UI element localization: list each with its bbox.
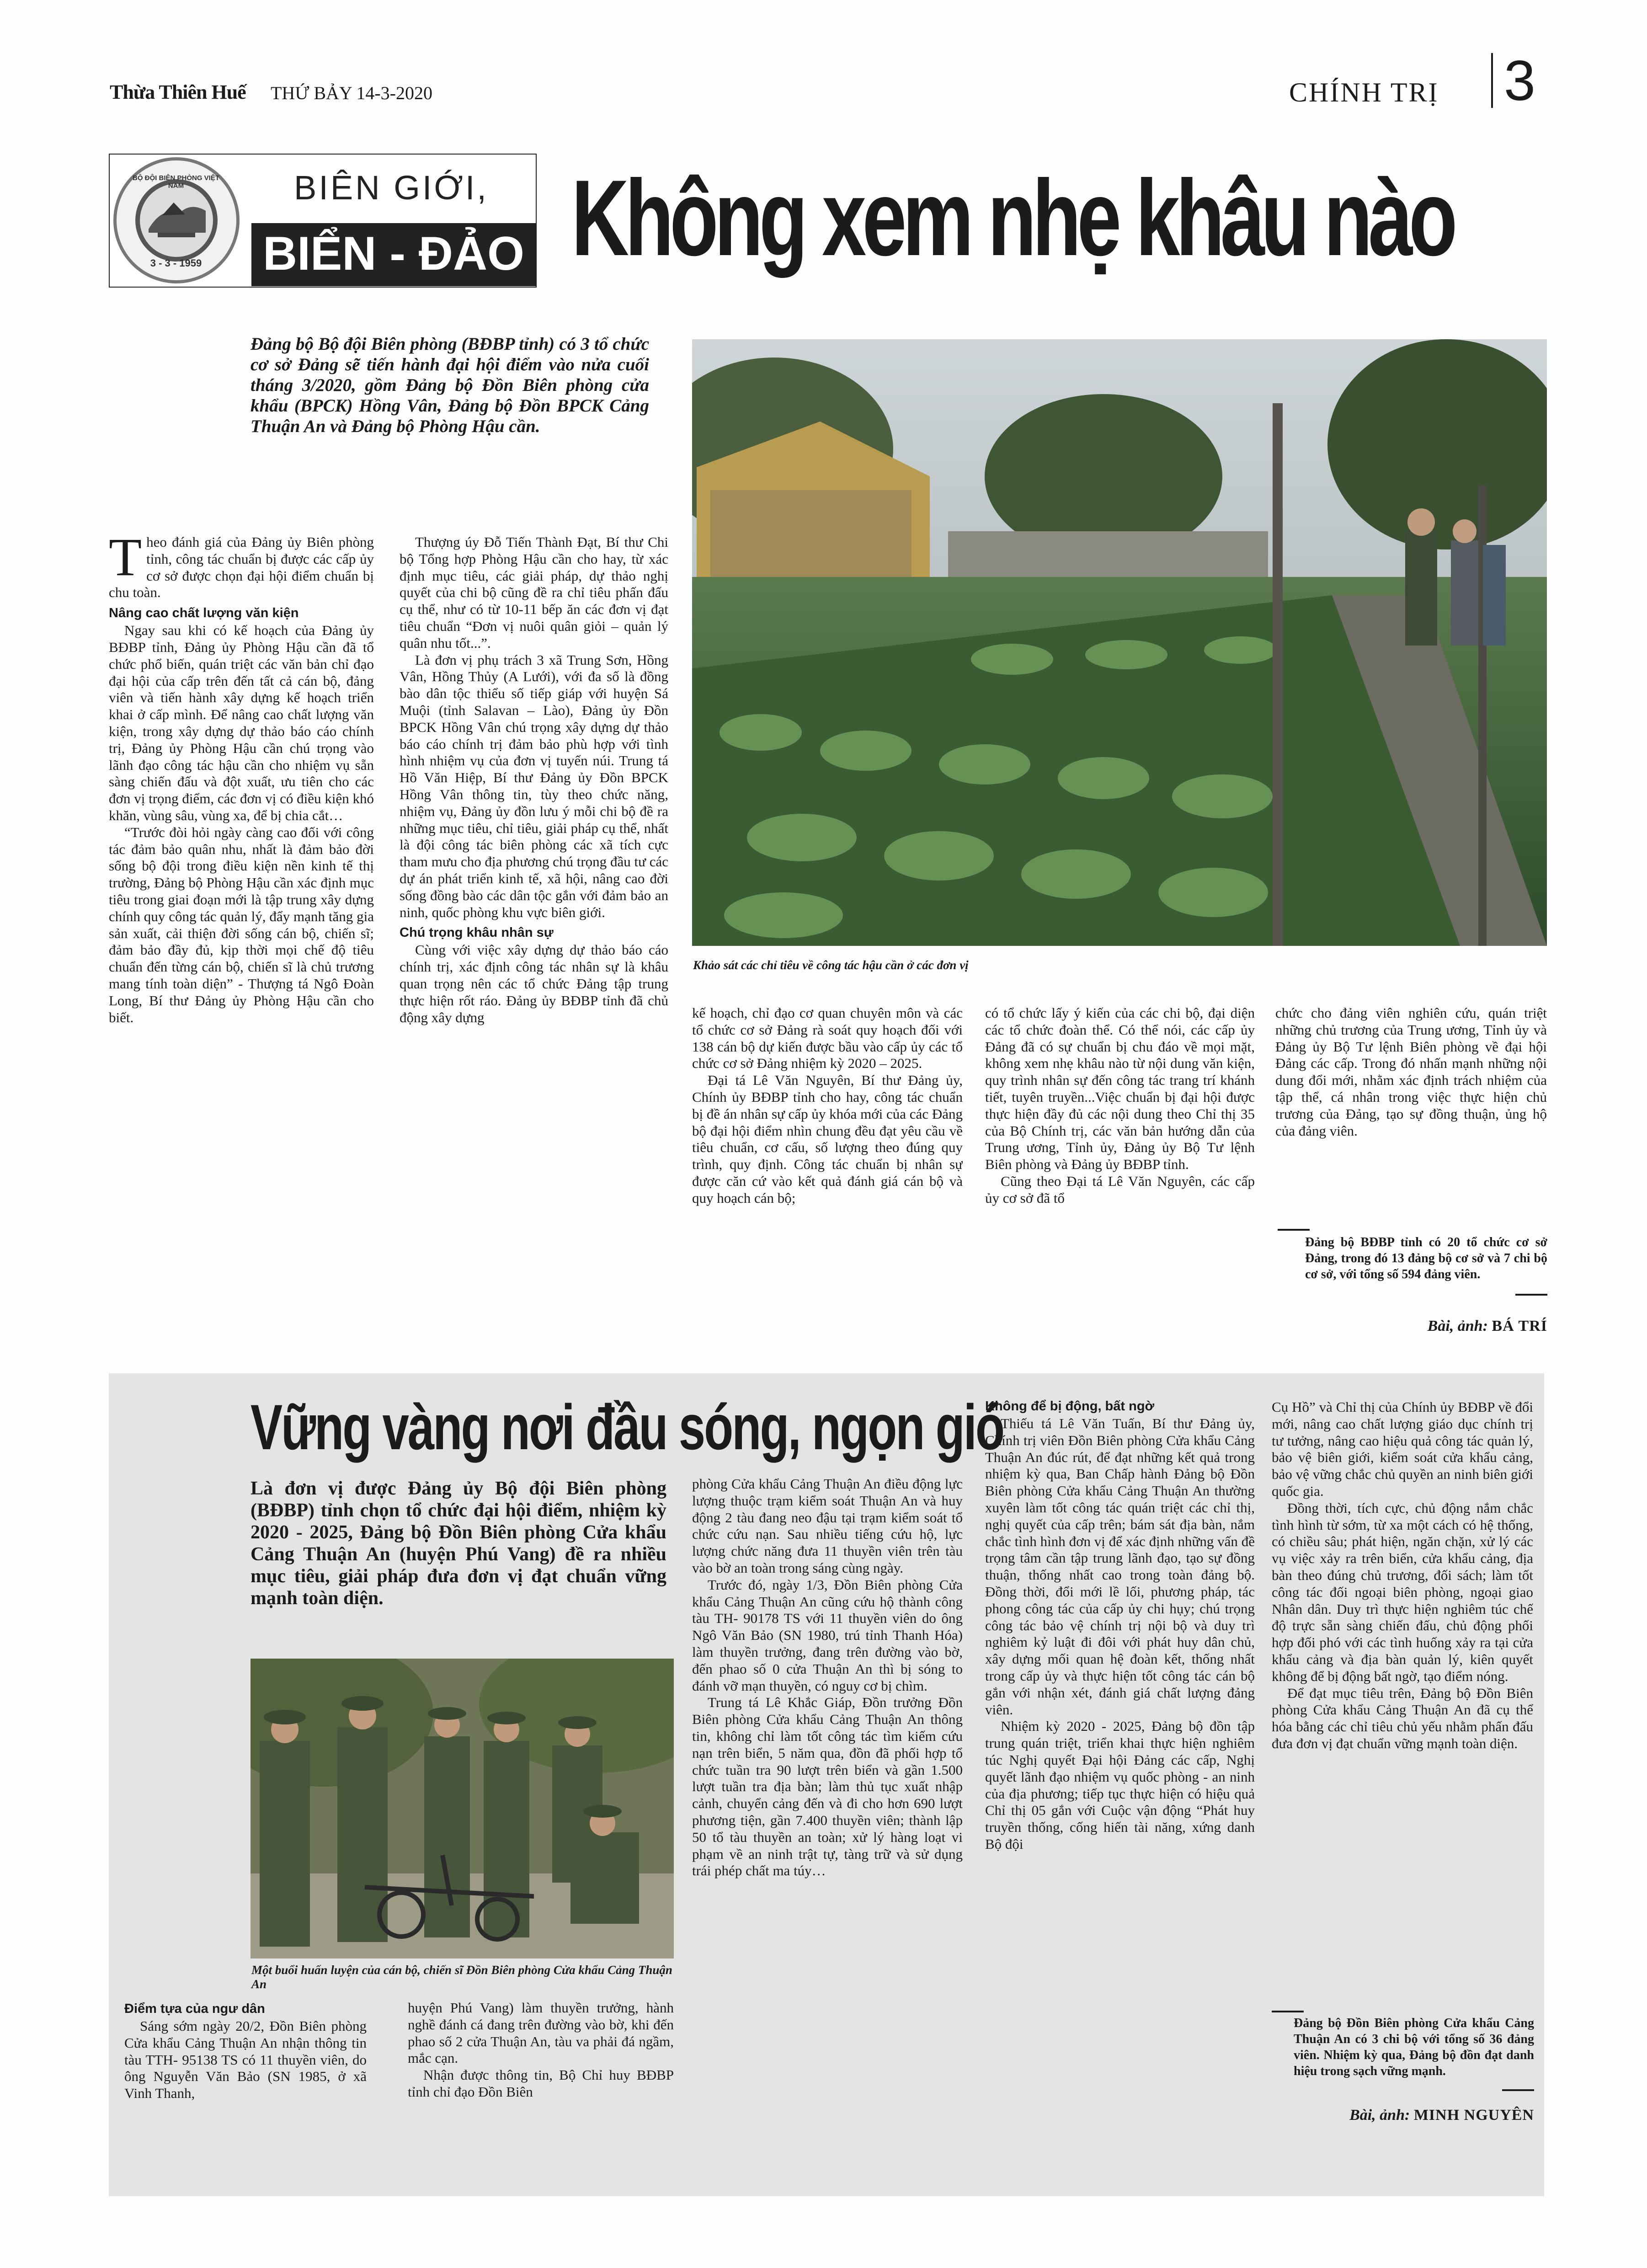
article2-lead: Là đơn vị được Đảng ủy Bộ đội Biên phòng (BĐBP) tỉnh chọn tổ chức đại hội điểm, nhiệm kỳ 2020 - 2025, Đảng bộ Đồn Biên phòng Cửa khẩu Cảng Thuận An (huyện Phú Vang) đề ra nhiều mục tiêu, giải pháp đưa đơn vị đạt chuẩn vững mạnh toàn diện.	[251, 1478, 666, 1609]
page-number: 3	[1504, 49, 1535, 112]
paragraph: Cụ Hồ” và Chỉ thị của Chính ủy BĐBP về đổi mới, nâng cao chất lượng giáo dục chính trị tư tưởng, nâng cao hiệu quả công tác quản lý, bảo vệ biên giới, kiểm soát cửa khẩu cảng, bảo vệ vững chắc chủ quyền an ninh biên giới quốc gia.	[1272, 1399, 1533, 1499]
header-divider	[1491, 53, 1493, 108]
paragraph: Cùng với việc xây dựng dự thảo báo cáo chính trị, xác định công tác nhân sự là khâu quan trọng nên các tổ chức Đảng tập trung thực hiện rốt ráo. Đảng ủy BĐBP tỉnh đã chủ động xây dựng	[400, 942, 668, 1025]
article1-column-1: Theo đánh giá của Đảng ủy Biên phòng tỉnh, công tác chuẩn bị được các cấp ủy cơ sở được chọn đại hội điểm chuẩn bị chu toàn. Nâng cao chất lượng văn kiện Ngay sau khi có kế hoạch của Đảng ủy BĐBP tỉnh, Đảng ủy Phòng Hậu cần đã tổ chức phổ biến, quán triệt các văn bản chỉ đạo đại hội của cấp trên đến tất cả cán bộ, đảng viên và tiến hành xây dựng kế hoạch triển khai ở cấp mình. Để nâng cao chất lượng văn kiện, trong xây dựng dự thảo báo cáo chính trị, Đảng ủy Phòng Hậu cần chú trọng vào lãnh đạo công tác hậu cần cho nhiệm vụ sẵn sàng chiến đấu và đột xuất, ưu tiên cho các đơn vị trọng điểm, các đơn vị có điều kiện khó khăn, vùng sâu, vùng xa, để bị chia cắt… “Trước đòi hỏi ngày càng cao đối với công tác đảm bảo quân nhu, nhất là đảm bảo đời sống bộ đội trong điều kiện nền kinh tế thị trường, Đảng bộ Phòng Hậu cần xác định mục tiêu trong giai đoạn mới là tập trung xây dựng chính quy công tác quản lý, đẩy mạnh tăng gia sản xuất, cải thiện đời sống cán bộ, chiến sĩ; đảm bảo đầy đủ, kịp thời mọi chế độ tiêu chuẩn đến từng cán bộ, chiến sĩ là chủ trương mang tính toàn diện” - Thượng tá Ngô Đoàn Long, Bí thư Đảng ủy Phòng Hậu cần cho biết.	[109, 534, 374, 1025]
issue-date: THỨ BẢY 14-3-2020	[271, 83, 432, 103]
factbox-rule	[1515, 1294, 1547, 1296]
article1-byline: Bài, ảnh: BÁ TRÍ	[1427, 1318, 1547, 1334]
subheading: Chú trọng khâu nhân sự	[400, 925, 554, 940]
article2-photo	[251, 1659, 674, 1958]
article2-column-2	[408, 2000, 674, 2173]
article1-column-3	[692, 1005, 963, 1352]
training-photo-image	[251, 1659, 674, 1958]
subheading: Điểm tựa của ngư dân	[124, 2001, 265, 2016]
emblem-text: BỘ ĐỘI BIÊN PHÒNG VIỆT NAM	[132, 174, 220, 190]
article2-column-5	[1272, 1399, 1533, 1998]
banner-line1: BIÊN GIỚI,	[294, 169, 489, 207]
article1-factbox: Đảng bộ BĐBP tỉnh có 20 tổ chức cơ sở Đảng, trong đó 13 đảng bộ cơ sở và 7 chi bộ cơ sở, với tổng số 594 đảng viên.	[1305, 1235, 1547, 1281]
article2-column-3	[692, 1476, 963, 2180]
paragraph: Ngay sau khi có kế hoạch của Đảng ủy BĐBP tỉnh, Đảng ủy Phòng Hậu cần đã tổ chức phổ biến, quán triệt các văn bản chỉ đạo đại hội của cấp trên đến tất cả cán bộ, đảng viên và tiến hành xây dựng kế hoạch triển khai ở cấp mình. Để nâng cao chất lượng văn kiện, trong xây dựng dự thảo báo cáo chính trị, Đảng ủy Phòng Hậu cần chú trọng vào lãnh đạo công tác hậu cần cho nhiệm vụ sẵn sàng chiến đấu và đột xuất, ưu tiên cho các đơn vị trọng điểm, các đơn vị có điều kiện khó khăn, vùng sâu, vùng xa, để bị chia cắt…	[109, 622, 374, 823]
paragraph: Là đơn vị phụ trách 3 xã Trung Sơn, Hồng Vân, Hồng Thủy (A Lưới), với đa số là đồng bào dân tộc thiểu số tiếp giáp với huyện Sá Muội (tỉnh Salavan – Lào), Đảng ủy Đồn BPCK Hồng Vân chú trọng xây dựng dự thảo báo cáo chính trị đảm bảo phù hợp với tình hình nhiệm vụ của đơn vị tuyến núi. Trung tá Hồ Văn Hiệp, Bí thư Đảng ủy Đồn BPCK Hồng Vân thông tin, tùy theo chức năng, nhiệm vụ, Đảng ủy đồn lưu ý mỗi chi bộ đề ra những mục tiêu, chỉ tiêu, giải pháp cụ thể, nhất là đội công tác biên phòng các xã tích cực tham mưu cho địa phương chú trọng đầu tư các dự án phát triển kinh tế, xã hội, nâng cao đời sống đồng bào các dân tộc gắn với đảm bảo an ninh, quốc phòng khu vực biên giới.	[400, 651, 668, 920]
border-guard-emblem	[113, 157, 240, 283]
paragraph: phòng Cửa khẩu Cảng Thuận An điều động lực lượng thuộc trạm kiểm soát Thuận An và huy động 2 tàu đang neo đậu tại trạm kiểm soát tổ chức cứu nạn. Sau nhiều tiếng cứu hộ, lực lượng chức năng đưa 11 thuyền viên trên tàu vào bờ an toàn trong sáng cùng ngày.	[692, 1476, 963, 1576]
article2-factbox: Đảng bộ Đồn Biên phòng Cửa khẩu Cảng Thuận An có 3 chi bộ với tổng số 36 đảng viên. Nhiệm kỳ qua, Đảng bộ đồn đạt danh hiệu trong sạch vững mạnh.	[1294, 2016, 1534, 2078]
emblem-date: 3 - 3 - 1959	[150, 257, 202, 269]
paragraph: Thiếu tá Lê Văn Tuấn, Bí thư Đảng ủy, Chính trị viên Đồn Biên phòng Cửa khẩu Cảng Thuận An đúc rút, để đạt những kết quả trong nhiệm kỳ qua, Ban Chấp hành Đảng bộ Đồn Biên phòng Cửa khẩu Cảng Thuận An thường xuyên làm tốt công tác quán triệt các chỉ thị, nghị quyết của cấp trên; bám sát địa bàn, nắm chắc tình hình đơn vị để xác định những vấn đề trọng tâm cần tập trung lãnh đạo, tạo sự đồng thuận, thống nhất cao trong toàn đảng bộ. Đồng thời, đổi mới lề lối, phương pháp, tác phong công tác của cấp ủy chi hụy; chú trọng công tác bảo vệ chính trị nội bộ và duy trì nghiêm kỷ luật đi đôi với phát huy dân chủ, xây dựng mối quan hệ đoàn kết, thống nhất trong cấp ủy và thực hiện tốt công tác cán bộ gắn với nhận xét, đánh giá chất lượng đảng viên.	[985, 1415, 1255, 1718]
paragraph: Nhận được thông tin, Bộ Chỉ huy BĐBP tỉnh chỉ đạo Đồn Biên	[408, 2067, 674, 2100]
article1-column-4	[985, 1005, 1255, 1352]
paragraph: Cũng theo Đại tá Lê Văn Nguyên, các cấp ủy cơ sở đã tổ	[985, 1173, 1255, 1206]
section-banner	[109, 154, 537, 288]
paragraph: Đại tá Lê Văn Nguyên, Bí thư Đảng ủy, Chính ủy BĐBP tỉnh cho hay, công tác chuẩn bị đề án nhân sự cấp ủy khóa mới của các Đảng bộ đại hội điểm nhìn chung đều đạt yêu cầu về tiêu chuẩn, cơ cấu, số lượng theo đúng quy trình, quy định. Công tác chuẩn bị nhân sự được căn cứ vào kết quả đánh giá cán bộ và quy hoạch cán bộ;	[692, 1072, 963, 1206]
section-name: CHÍNH TRỊ	[1289, 77, 1439, 107]
factbox-rule	[1502, 2089, 1534, 2091]
paragraph: Nhiệm kỳ 2020 - 2025, Đảng bộ đồn tập trung quán triệt, triển khai thực hiện nghiêm túc Nghị quyết Đại hội Đảng các cấp, Nghị quyết lãnh đạo nhiệm vụ quốc phòng - an ninh của địa phương; tiếp tục thực hiện có hiệu quả Chỉ thị 05 gắn với Cuộc vận động “Phát huy truyền thống, cống hiến tài năng, xứng danh Bộ đội	[985, 1718, 1255, 1852]
article1-photo-caption: Khảo sát các chỉ tiêu về công tác hậu cần ở các đơn vị	[693, 958, 969, 972]
page-header	[0, 0, 1647, 119]
article2-column-1	[124, 2000, 367, 2173]
article1-column-2	[400, 534, 668, 1342]
paragraph: kế hoạch, chỉ đạo cơ quan chuyên môn và các tổ chức cơ sở Đảng rà soát quy hoạch đối với 138 cán bộ dự kiến được bầu vào cấp ủy các tổ chức cơ sở Đảng nhiệm kỳ 2020 – 2025.	[692, 1005, 963, 1072]
article2-title: Vững vàng nơi đầu sóng, ngọn gió	[251, 1391, 1004, 1463]
article1-column-5	[1275, 1005, 1547, 1220]
paragraph: có tổ chức lấy ý kiến của các chi bộ, đại diện các tổ chức đoàn thể. Có thể nói, các cấp ủy Đảng đã có sự chuẩn bị chu đáo về mọi mặt, không xem nhẹ khâu nào từ nội dung văn kiện, quy trình nhân sự đến công tác trang trí khánh tiết, tuyên truyền...Việc chuẩn bị đại hội được thực hiện đầy đủ các nội dung theo Chỉ thị 35 của Bộ Chính trị, các văn bản hướng dẫn của Trung ương, Tỉnh ủy, Đảng ủy Bộ Tư lệnh Biên phòng và Đảng ủy BĐBP tỉnh.	[985, 1005, 1255, 1173]
article1-lead: Đảng bộ Bộ đội Biên phòng (BĐBP tỉnh) có 3 tổ chức cơ sở Đảng sẽ tiến hành đại hội điểm vào nửa cuối tháng 3/2020, gồm Đảng bộ Đồn Biên phòng cửa khẩu (BPCK) Hồng Vân, Đảng bộ Đồn BPCK Cảng Thuận An và Đảng bộ Phòng Hậu cần.	[251, 334, 649, 436]
article2-column-4	[985, 1397, 1255, 2180]
garden-photo-image	[692, 339, 1547, 946]
publication-name: Thừa Thiên Huế	[110, 81, 246, 103]
drop-cap: T	[109, 534, 142, 587]
subheading: Không để bị động, bất ngờ	[985, 1399, 1155, 1414]
paragraph: Trước đó, ngày 1/3, Đồn Biên phòng Cửa khẩu Cảng Thuận An cũng cứu hộ thành công tàu TH- 90178 TS với 11 thuyền viên do ông Ngô Văn Bảo (SN 1980, trú tỉnh Thanh Hóa) làm thuyền trưởng, đang trên đường vào bờ, đến phao số 0 cửa Thuận An thì bị sóng to đánh vỡ mạn thuyền, có nguy cơ bị chìm.	[692, 1576, 963, 1694]
paragraph: Thượng úy Đỗ Tiến Thành Đạt, Bí thư Chi bộ Tổng hợp Phòng Hậu cần cho hay, từ xác định mục tiêu, các giải pháp, dự thảo nghị quyết của chi bộ cũng đề ra chỉ tiêu phấn đấu cụ thể, như có từ 10-11 bếp ăn các đơn vị đạt tiêu chuẩn “Đơn vị nuôi quân giỏi – quản lý quân nhu tốt...”.	[400, 534, 668, 651]
subheading: Nâng cao chất lượng văn kiện	[109, 606, 299, 621]
paragraph: Trung tá Lê Khắc Giáp, Đồn trưởng Đồn Biên phòng Cửa khẩu Cảng Thuận An thông tin, không chỉ làm tốt công tác tìm kiếm cứu nạn trên biển, 5 năm qua, đồn đã phối hợp tổ chức tuần tra 90 lượt trên biển và gần 1.500 lượt tuần tra địa bàn; làm thủ tục xuất nhập cảnh, chuyển cảng đến và đi cho hơn 690 lượt phương tiện, gần 7.400 thuyền viên; thành lập 50 tổ tàu thuyền an toàn; xử lý hàng loạt vi phạm về an ninh trật tự, tàng trữ và sử dụng trái phép chất ma túy…	[692, 1694, 963, 1879]
factbox-rule	[1272, 2011, 1304, 2012]
factbox-rule	[1278, 1229, 1310, 1231]
paragraph: “Trước đòi hỏi ngày càng cao đối với công tác đảm bảo quân nhu, nhất là đảm bảo đời sống bộ đội trong điều kiện nền kinh tế thị trường, Đảng bộ Phòng Hậu cần xác định mục tiêu trong giai đoạn mới là tập trung xây dựng chính quy công tác quản lý, đẩy mạnh tăng gia sản xuất, cải thiện đời sống cán bộ, chiến sĩ; đảm bảo đầy đủ, kịp thời mọi chế độ tiêu chuẩn đến từng cán bộ, chiến sĩ là chủ trương mang tính toàn diện” - Thượng tá Ngô Đoàn Long, Bí thư Đảng ủy Phòng Hậu cần cho biết.	[109, 824, 374, 1025]
article2-byline: Bài, ảnh: MINH NGUYÊN	[1349, 2107, 1534, 2124]
banner-line2: BIỂN - ĐẢO	[263, 227, 524, 280]
article1-title: Không xem nhẹ khâu nào	[571, 158, 1454, 278]
paragraph: Sáng sớm ngày 20/2, Đồn Biên phòng Cửa khẩu Cảng Thuận An nhận thông tin tàu TTH- 95138 TS có 11 thuyền viên, do ông Nguyễn Văn Bảo (SN 1985, ở xã Vinh Thanh,	[124, 2018, 367, 2102]
paragraph: huyện Phú Vang) làm thuyền trưởng, hành nghề đánh cá đang trên đường vào bờ, khi đến phao số 2 cửa Thuận An, tàu va phải đá ngầm, mắc cạn.	[408, 2000, 674, 2066]
article1-photo	[692, 339, 1547, 946]
paragraph: Đồng thời, tích cực, chủ động nắm chắc tình hình từ sớm, từ xa một cách có hệ thống, có chiều sâu; phát hiện, ngăn chặn, xử lý các vụ việc xảy ra trên biển, cửa khẩu cảng, địa bàn theo đúng chủ trương, đối sách; làm tốt công tác đối ngoại biên phòng, ngoại giao Nhân dân. Duy trì thực hiện nghiêm túc chế độ trực sẵn sàng chiến đấu, chủ động phối hợp đối phó với các tình huống xảy ra tại cửa khẩu cảng và địa bàn quản lý, kiên quyết không để bị động bất ngờ, tạo điểm nóng.	[1272, 1500, 1533, 1684]
article2-photo-caption: Một buổi huấn luyện của cán bộ, chiến sĩ Đồn Biên phòng Cửa khẩu Cảng Thuận An	[251, 1963, 672, 1991]
paragraph: chức cho đảng viên nghiên cứu, quán triệt những chủ trương của Trung ương, Tỉnh ủy và Đảng ủy Bộ Tư lệnh Biên phòng về đại hội Đảng các cấp. Trong đó nhấn mạnh những nội dung đổi mới, nhằm xác định trách nhiệm của tập thể, cá nhân trong việc thực hiện chủ trương của Đảng, tạo sự đồng thuận, ủng hộ của đảng viên.	[1275, 1005, 1547, 1139]
paragraph: Để đạt mục tiêu trên, Đảng bộ Đồn Biên phòng Cửa khẩu Cảng Thuận An đã cụ thể hóa bằng các chỉ tiêu chủ yếu nhằm phấn đấu đưa đơn vị đạt chuẩn vững mạnh toàn diện.	[1272, 1685, 1533, 1751]
